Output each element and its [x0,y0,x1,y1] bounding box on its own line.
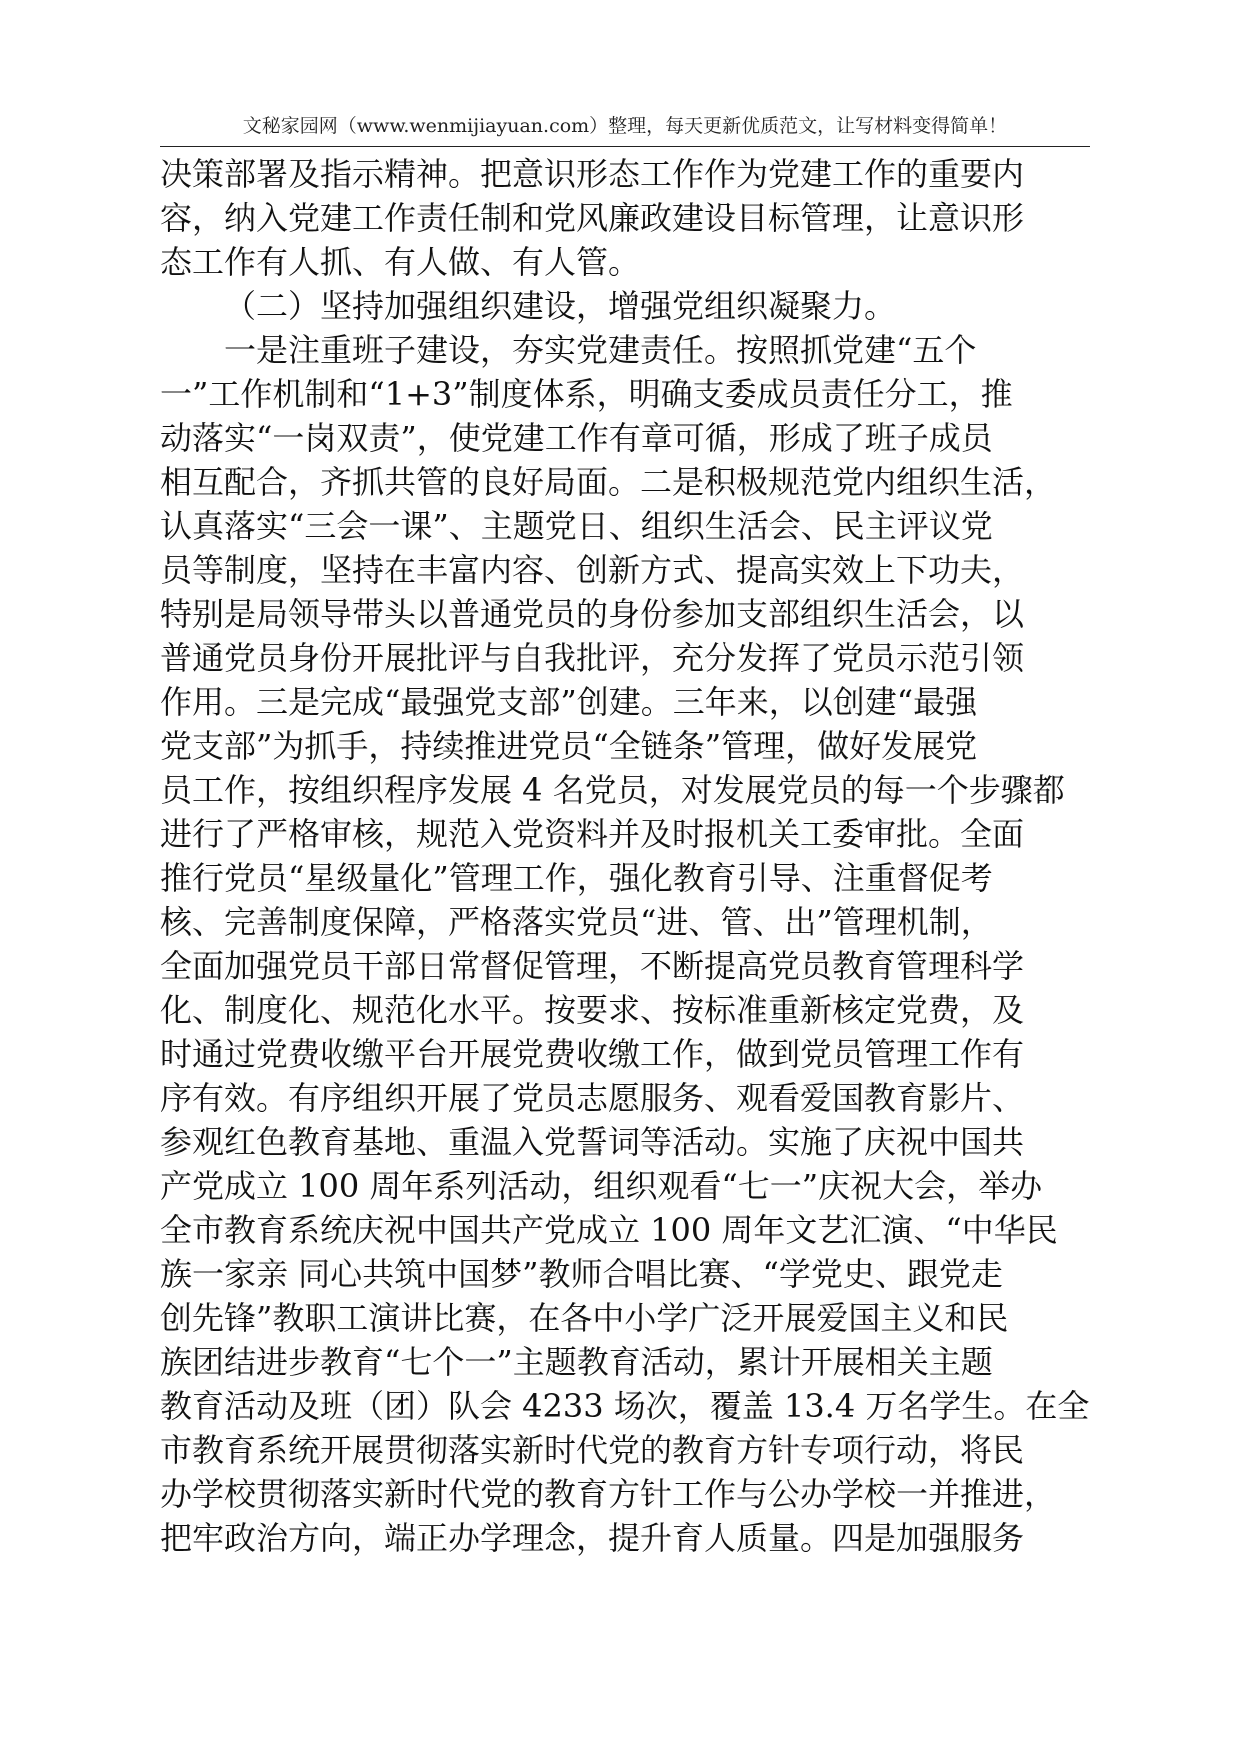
paragraph-line: 产党成立 100 周年系列活动，组织观看“七一”庆祝大会，举办 [160,1167,1043,1205]
paragraph-line: 办学校贯彻落实新时代党的教育方针工作与公办学校一并推进， [160,1475,1057,1513]
paragraph-line: 态工作有人抓、有人做、有人管。 [160,243,641,281]
paragraph-line: 把牢政治方向，端正办学理念，提升育人质量。四是加强服务 [160,1519,1025,1557]
paragraph-line: 动落实“一岗双责”，使党建工作有章可循，形成了班子成员 [160,419,993,457]
paragraph-line: 参观红色教育基地、重温入党誓词等活动。实施了庆祝中国共 [160,1123,1025,1161]
paragraph-line: 认真落实“三会一课”、主题党日、组织生活会、民主评议党 [160,507,993,545]
paragraph-line: 族团结进步教育“七个一”主题教育活动，累计开展相关主题 [160,1343,993,1381]
paragraph-line: 党支部”为抓手，持续推进党员“全链条”管理，做好发展党 [160,727,978,765]
section-heading: （二）坚持加强组织建设，增强党组织凝聚力。 [224,287,897,325]
paragraph-line: 时通过党费收缴平台开展党费收缴工作，做到党员管理工作有 [160,1035,1025,1073]
paragraph-line: 创先锋”教职工演讲比赛，在各中小学广泛开展爱国主义和民 [160,1299,1009,1337]
paragraph-line: 作用。三是完成“最强党支部”创建。三年来，以创建“最强 [160,683,978,721]
paragraph-line: 特别是局领导带头以普通党员的身份参加支部组织生活会，以 [160,595,1025,633]
paragraph-line: 一”工作机制和“1+3”制度体系，明确支委成员责任分工，推 [160,375,1013,413]
paragraph-line: 全市教育系统庆祝中国共产党成立 100 周年文艺汇演、“中华民 [160,1211,1058,1249]
body-text [160,152,1100,1560]
paragraph-line: 容，纳入党建工作责任制和党风廉政建设目标管理，让意识形 [160,199,1025,237]
paragraph-line: 族一家亲 同心共筑中国梦”教师合唱比赛、“学党史、跟党走 [160,1255,1003,1293]
paragraph-line: 教育活动及班（团）队会 4233 场次，覆盖 13.4 万名学生。在全 [160,1387,1090,1425]
paragraph-line: 普通党员身份开展批评与自我批评，充分发挥了党员示范引领 [160,639,1025,677]
paragraph-line: 员工作，按组织程序发展 4 名党员，对发展党员的每一个步骤都 [160,771,1065,809]
page-header: 文秘家园网（www.wenmijiayuan.com）整理，每天更新优质范文，让写材料变得简单！ [242,115,1008,137]
paragraph-line: 一是注重班子建设，夯实党建责任。按照抓党建“五个 [224,331,977,369]
header-divider [160,146,1090,147]
paragraph-line: 序有效。有序组织开展了党员志愿服务、观看爱国教育影片、 [160,1079,1025,1117]
paragraph-line: 化、制度化、规范化水平。按要求、按标准重新核定党费，及 [160,991,1025,1029]
paragraph-line: 进行了严格审核，规范入党资料并及时报机关工委审批。全面 [160,815,1025,853]
paragraph-line: 全面加强党员干部日常督促管理，不断提高党员教育管理科学 [160,947,1025,985]
paragraph-line: 决策部署及指示精神。把意识形态工作作为党建工作的重要内 [160,155,1025,193]
paragraph-line: 相互配合，齐抓共管的良好局面。二是积极规范党内组织生活， [160,463,1057,501]
paragraph-line: 市教育系统开展贯彻落实新时代党的教育方针专项行动，将民 [160,1431,1025,1469]
paragraph-line: 推行党员“星级量化”管理工作，强化教育引导、注重督促考 [160,859,993,897]
paragraph-line: 员等制度，坚持在丰富内容、创新方式、提高实效上下功夫， [160,551,1025,589]
paragraph-line: 核、完善制度保障，严格落实党员“进、管、出”管理机制， [160,903,993,941]
